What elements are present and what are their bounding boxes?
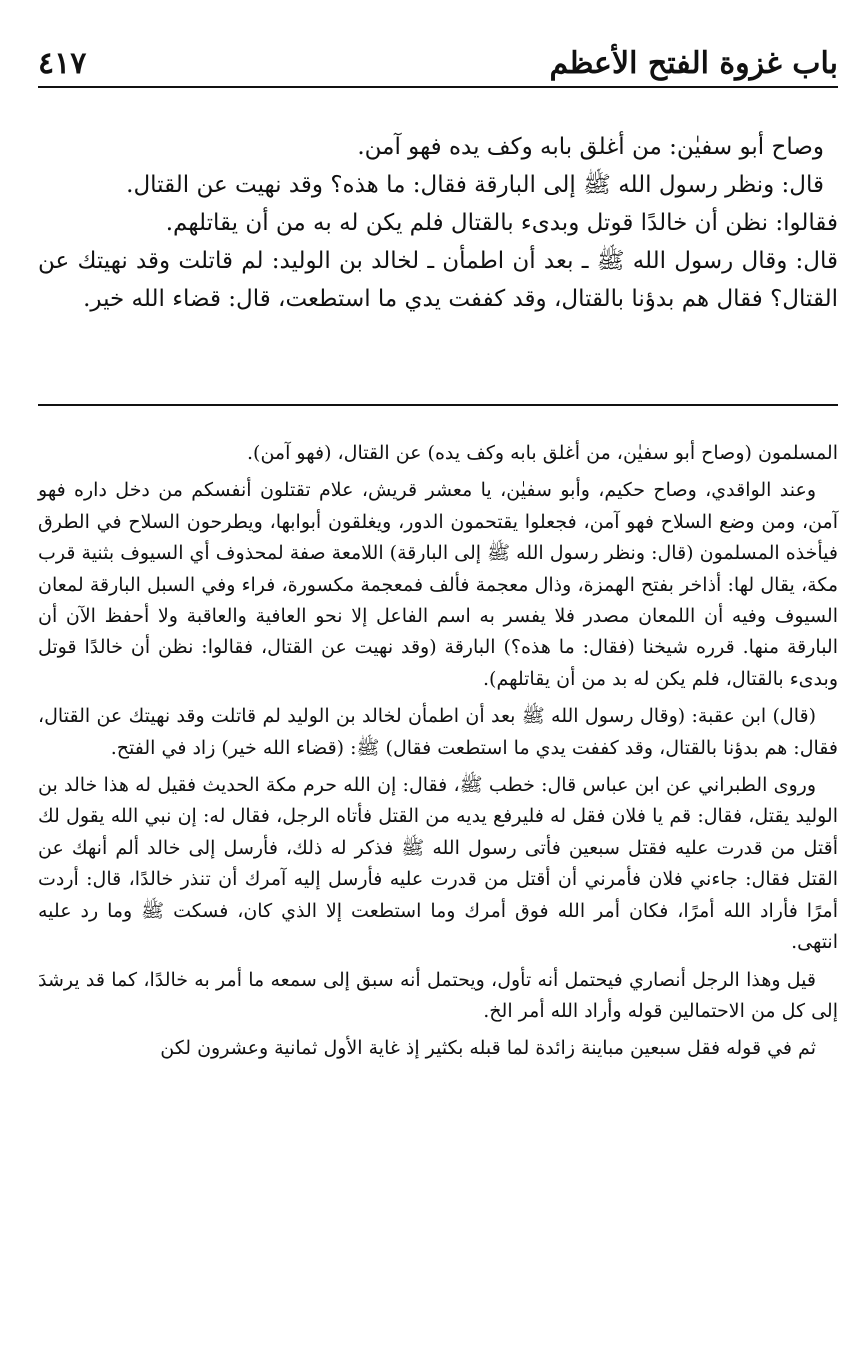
commentary-paragraph: (قال) ابن عقبة: (وقال رسول الله ﷺ بعد أن اطمأن لخالد بن الوليد لم قاتلت وقد نهيتك عن القتال، فقال: هم بدؤنا بالقتال، وقد كففت يدي ما استطعت فقال) ﷺ: (قضاء الله خير) زاد في الفتح. <box>38 705 838 759</box>
commentary-paragraph: وعند الواقدي، وصاح حكيم، وأبو سفيٰن، يا معشر قريش، علام تقتلون أنفسكم من دخل داره فهو آمن، ومن وضع السلاح فهو آمن، فجعلوا يقتحمون الدور، ويغلقون أبوابها، ويطرحون السلاح في الطرق فيأخذه المسلمون (قال: ونظر رسول الله ﷺ إلى البارقة) اللامعة صفة لمحذوف أي السيوف بثنية قرب مكة، يقال لها: أذاخر بفتح الهمزة، وذال معجمة فألف فمعجمة مكسورة، فراء وفي السبل البارقة لمعان السيوف وفيه أن اللمعان مصدر فلا يفسر به اسم الفاعل إلا نحو العافية والعاقبة ولا أحفظ الآن أن البارقة منها. قرره شيخنا (فقال: ما هذه؟) البارقة (وقد نهيت عن القتال، فقالوا: نظن أن خالدًا قوتل وبدىء بالقتال، فلم يكن له بد من أن يقاتلهم). <box>38 479 838 690</box>
main-text <box>38 128 838 318</box>
main-text-paragraph: قال: وقال رسول الله ﷺ ـ بعد أن اطمأن ـ لخالد بن الوليد: لم قاتلت وقد نهيتك عن القتال؟ فقال هم بدؤنا بالقتال، وقد كففت يدي ما استطعت، قال: قضاء الله خير. <box>38 248 838 312</box>
page-number: ٤١٧ <box>38 46 87 81</box>
page-header <box>38 40 838 88</box>
section-divider <box>38 404 838 406</box>
main-text-paragraph: وصاح أبو سفيٰن: من أغلق بابه وكف يده فهو آمن. <box>357 134 824 160</box>
commentary-paragraph: المسلمون (وصاح أبو سفيٰن، من أغلق بابه وكف يده) عن القتال، (فهو آمن). <box>247 442 838 464</box>
commentary-paragraph: ثم في قوله فقل سبعين مباينة زائدة لما قبله بكثير إذ غاية الأول ثمانية وعشرون لكن <box>160 1037 816 1060</box>
commentary-paragraph: قيل وهذا الرجل أنصاري فيحتمل أنه تأول، ويحتمل أنه سبق إلى سمعه ما أمر به خالدًا، كما قد يرشدَ إلى كل من الاحتمالين قوله وأراد الله أمر الخ. <box>38 968 838 1022</box>
commentary-text <box>38 438 838 1071</box>
commentary-paragraph: وروى الطبراني عن ابن عباس قال: خطب ﷺ، فقال: إن الله حرم مكة الحديث فقيل له هذا خالد بن الوليد يقتل، فقال: قم يا فلان فقل له فليرفع يديه من القتل فأتاه الرجل، فقال له: إن نبي الله يقول لك أقتل من قدرت عليه فقتل سبعين فأتى رسول الله ﷺ فذكر له ذلك، فأرسل إلى خالد ألم أنهك عن القتل فقال: جاءني فلان فأمرني أن أقتل من قدرت عليه فأرسل إليه آمرك أن تنذر خالدًا، قال: أردت أمرًا فأراد الله أمرًا، فكان أمر الله فوق أمرك وما استطعت إلا الذي كان، فسكت ﷺ وما رد عليه انتهى. <box>38 774 838 954</box>
main-text-paragraph: قال: ونظر رسول الله ﷺ إلى البارقة فقال: ما هذه؟ وقد نهيت عن القتال. <box>126 172 824 198</box>
main-text-paragraph: فقالوا: نظن أن خالدًا قوتل وبدىء بالقتال فلم يكن له به من أن يقاتلهم. <box>165 210 838 236</box>
chapter-title: باب غزوة الفتح الأعظم <box>549 46 838 81</box>
